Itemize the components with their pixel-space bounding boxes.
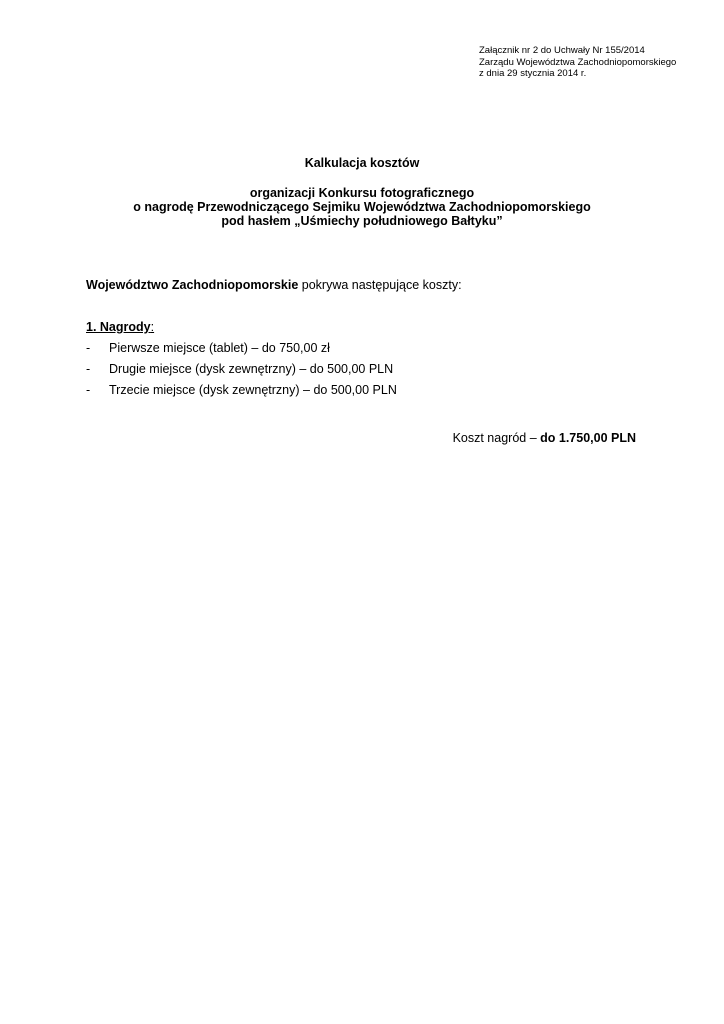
document-title	[0, 156, 724, 170]
document-subtitle-line-3: pod hasłem „Uśmiechy południowego Bałtyku”	[221, 214, 503, 228]
attachment-note-line-1: Załącznik nr 2 do Uchwały Nr 155/2014	[479, 45, 645, 56]
document-title-main: Kalkulacja kosztów	[304, 156, 420, 170]
bullet-dash-icon: -	[86, 383, 91, 397]
bullet-dash-icon: -	[86, 341, 91, 355]
total-cost-label: Koszt nagród –	[452, 431, 541, 445]
section-heading	[86, 320, 154, 335]
intro-paragraph	[86, 278, 462, 293]
intro-entity: Województwo Zachodniopomorskie	[86, 278, 299, 292]
total-cost	[453, 431, 636, 446]
total-cost-value: do 1.750,00 PLN	[540, 431, 636, 445]
list-item-text: Pierwsze miejsce (tablet) – do 750,00 zł	[109, 341, 330, 355]
attachment-note-line-3: z dnia 29 stycznia 2014 r.	[479, 68, 587, 79]
list-item-text: Trzecie miejsce (dysk zewnętrzny) – do 500,00 PLN	[109, 383, 397, 397]
document-subtitle-line-2: o nagrodę Przewodniczącego Sejmiku Województwa Zachodniopomorskiego	[133, 200, 591, 214]
attachment-note	[479, 45, 676, 80]
intro-text: pokrywa następujące koszty:	[298, 278, 462, 292]
document-subtitle-line-1: organizacji Konkursu fotograficznego	[249, 186, 475, 200]
bullet-dash-icon: -	[86, 362, 91, 376]
attachment-note-line-2: Zarządu Województwa Zachodniopomorskiego	[479, 56, 677, 68]
list-item-text: Drugie miejsce (dysk zewnętrzny) – do 500,00 PLN	[109, 362, 394, 376]
section-heading-label: 1. Nagrody	[86, 320, 151, 334]
section-heading-colon: :	[150, 320, 155, 334]
document-subtitle	[0, 186, 724, 228]
